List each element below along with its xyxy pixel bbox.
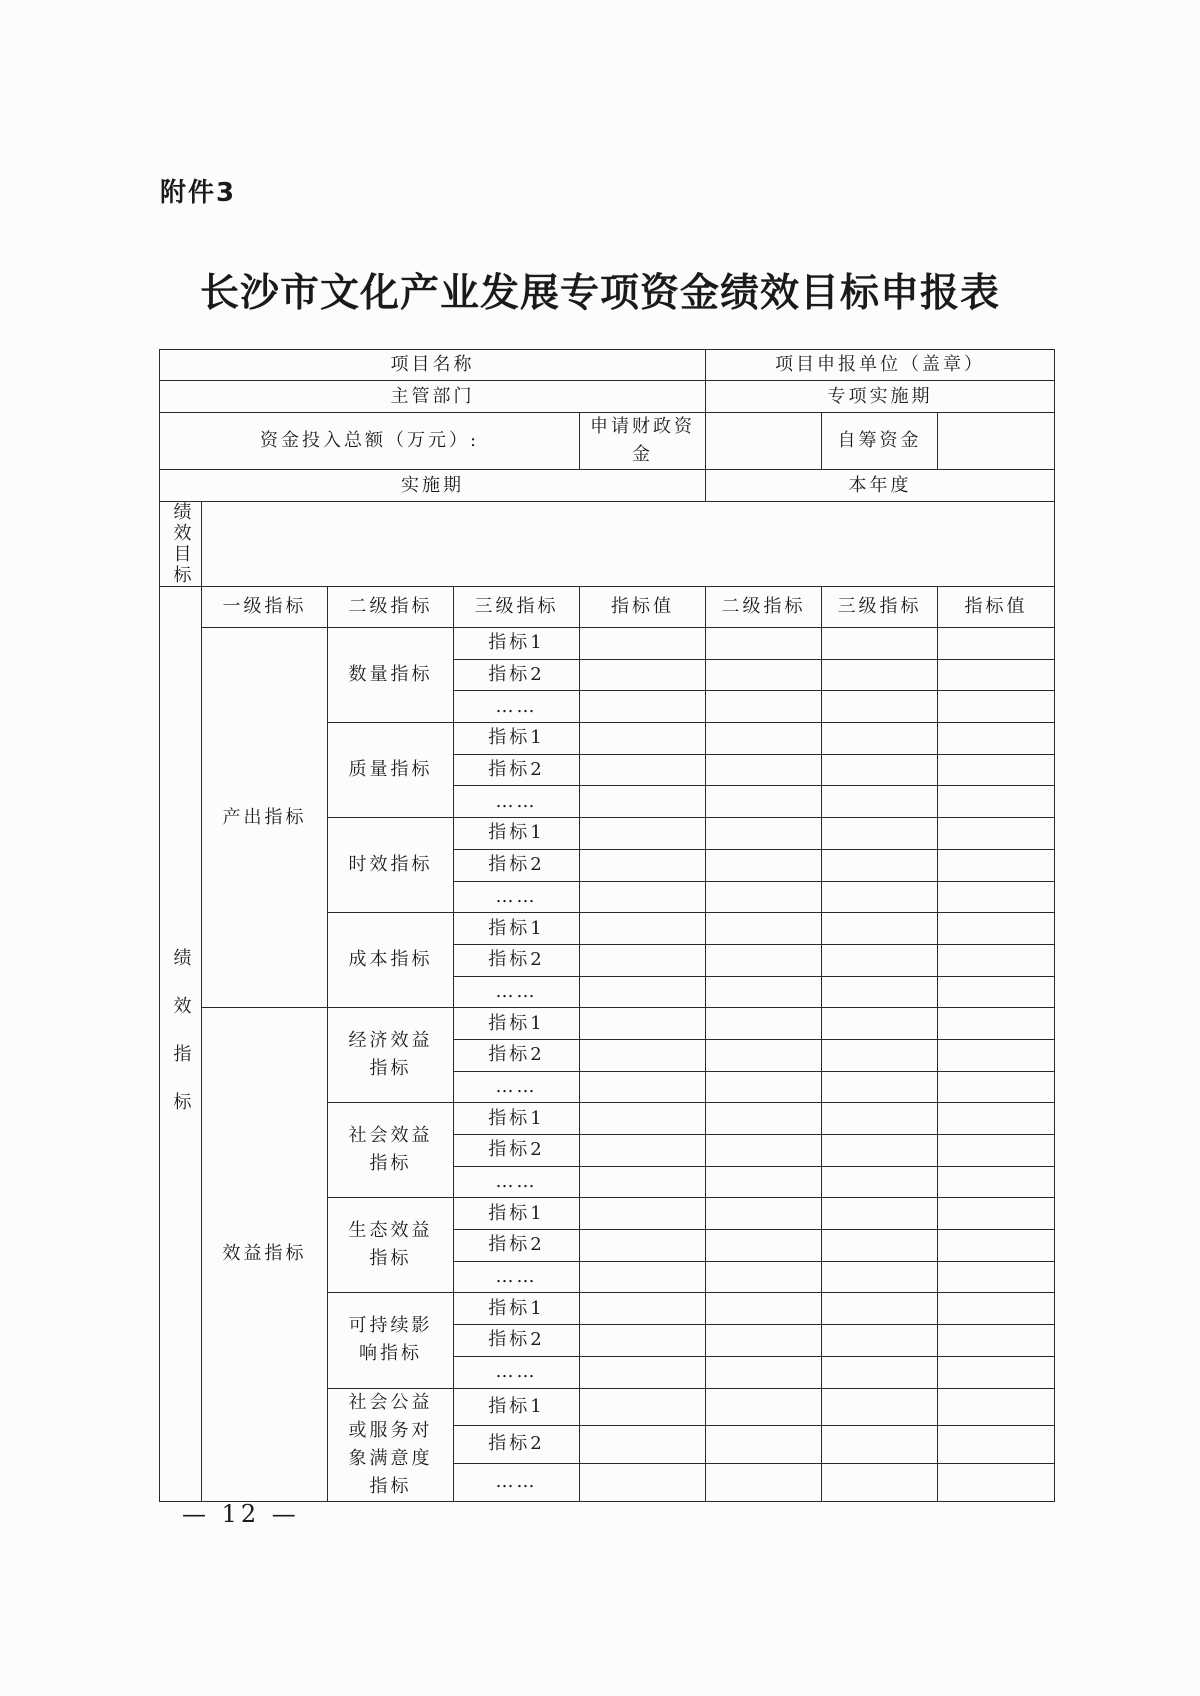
level3-indicator: 指标1 (454, 1293, 580, 1325)
level3-indicator: 指标2 (454, 1230, 580, 1262)
indicator-entry-cell[interactable] (938, 1463, 1055, 1501)
level3-indicator: 指标2 (454, 849, 580, 881)
indicator-entry-cell[interactable] (580, 1039, 706, 1071)
implementation-period-label: 实施期 (160, 470, 706, 502)
indicator-entry-cell[interactable] (822, 659, 938, 691)
indicator-entry-cell[interactable] (706, 1008, 822, 1040)
special-period-label: 专项实施期 (706, 381, 1055, 413)
indicator-entry-cell[interactable] (706, 944, 822, 976)
indicator-entry-cell[interactable] (580, 1103, 706, 1135)
indicator-entry-cell[interactable] (580, 849, 706, 881)
indicator-entry-cell[interactable] (822, 1198, 938, 1230)
indicator-entry-cell[interactable] (580, 1426, 706, 1464)
level2-indicator: 时效指标 (328, 818, 454, 913)
indicator-entry-cell[interactable] (706, 1463, 822, 1501)
applicant-label: 项目申报单位（盖章） (706, 350, 1055, 381)
level3-indicator: 指标2 (454, 944, 580, 976)
indicator-entry-cell[interactable] (580, 1388, 706, 1426)
table-row (160, 1008, 1055, 1040)
indicator-entry-cell[interactable] (822, 1325, 938, 1357)
level3-indicator: …… (454, 881, 580, 913)
indicator-entry-cell[interactable] (706, 976, 822, 1008)
indicator-entry-cell[interactable] (580, 1135, 706, 1167)
indicators-label: 绩效指标 (170, 947, 192, 1140)
performance-target-table (159, 349, 1055, 1502)
column-level2-b: 二级指标 (706, 587, 822, 628)
indicator-entry-cell[interactable] (822, 1103, 938, 1135)
indicator-entry-cell[interactable] (938, 849, 1055, 881)
indicator-entry-cell[interactable] (938, 976, 1055, 1008)
column-level1: 一级指标 (202, 587, 328, 628)
indicator-entry-cell[interactable] (580, 786, 706, 818)
indicator-entry-cell[interactable] (706, 1388, 822, 1426)
level1-indicator: 效益指标 (202, 1008, 328, 1501)
indicator-entry-cell[interactable] (938, 1166, 1055, 1198)
self-funds-label: 自筹资金 (822, 413, 938, 470)
indicator-entry-cell[interactable] (706, 881, 822, 913)
indicator-entry-cell[interactable] (938, 1293, 1055, 1325)
goal-content-cell[interactable] (202, 502, 1055, 587)
indicator-entry-cell[interactable] (938, 1356, 1055, 1388)
indicator-entry-cell[interactable] (580, 1356, 706, 1388)
indicator-entry-cell[interactable] (580, 1198, 706, 1230)
level2-indicator: 经济效益指标 (328, 1008, 454, 1103)
indicator-entry-cell[interactable] (580, 818, 706, 850)
indicator-entry-cell[interactable] (706, 723, 822, 755)
indicator-entry-cell[interactable] (706, 1198, 822, 1230)
indicator-entry-cell[interactable] (822, 754, 938, 786)
indicator-entry-cell[interactable] (580, 628, 706, 660)
indicator-entry-cell[interactable] (822, 818, 938, 850)
indicator-entry-cell[interactable] (706, 913, 822, 945)
indicator-entry-cell[interactable] (706, 1071, 822, 1103)
column-value-b: 指标值 (938, 587, 1055, 628)
attachment-label: 附件3 (160, 178, 237, 208)
level3-indicator: 指标1 (454, 1008, 580, 1040)
department-label: 主管部门 (160, 381, 706, 413)
indicators-label-cell (160, 587, 202, 1502)
level3-indicator: 指标2 (454, 1325, 580, 1357)
level3-indicator: …… (454, 1356, 580, 1388)
indicator-entry-cell[interactable] (938, 1039, 1055, 1071)
indicator-entry-cell[interactable] (580, 1166, 706, 1198)
indicator-entry-cell[interactable] (938, 1198, 1055, 1230)
table-row (160, 628, 1055, 660)
level2-indicator: 社会公益或服务对象满意度指标 (328, 1388, 454, 1501)
indicator-entry-cell[interactable] (938, 691, 1055, 723)
indicator-entry-cell[interactable] (822, 1135, 938, 1167)
indicator-entry-cell[interactable] (938, 1071, 1055, 1103)
page-number: — 12 — (182, 1500, 300, 1528)
indicator-entry-cell[interactable] (822, 1039, 938, 1071)
current-year-label: 本年度 (706, 470, 1055, 502)
indicator-entry-cell[interactable] (580, 723, 706, 755)
indicator-entry-cell[interactable] (822, 849, 938, 881)
level3-indicator: …… (454, 1261, 580, 1293)
indicator-entry-cell[interactable] (938, 1103, 1055, 1135)
indicator-entry-cell[interactable] (822, 628, 938, 660)
indicator-entry-cell[interactable] (706, 1230, 822, 1262)
indicator-entry-cell[interactable] (822, 786, 938, 818)
level3-indicator: 指标1 (454, 723, 580, 755)
form-title: 长沙市文化产业发展专项资金绩效目标申报表 (199, 271, 1000, 316)
indicator-entry-cell[interactable] (938, 1426, 1055, 1464)
level2-indicator: 生态效益指标 (328, 1198, 454, 1293)
indicator-entry-cell[interactable] (822, 1071, 938, 1103)
goal-label-cell (160, 502, 202, 587)
indicator-entry-cell[interactable] (822, 723, 938, 755)
level3-indicator: 指标2 (454, 1135, 580, 1167)
level1-indicator: 产出指标 (202, 628, 328, 1008)
level3-indicator: …… (454, 1463, 580, 1501)
indicator-entry-cell[interactable] (938, 818, 1055, 850)
indicator-entry-cell[interactable] (580, 1071, 706, 1103)
indicator-entry-cell[interactable] (706, 1039, 822, 1071)
indicator-entry-cell[interactable] (706, 786, 822, 818)
indicator-entry-cell[interactable] (580, 691, 706, 723)
indicator-entry-cell[interactable] (580, 1008, 706, 1040)
level2-indicator: 数量指标 (328, 628, 454, 723)
level2-indicator: 质量指标 (328, 723, 454, 818)
level3-indicator: …… (454, 1071, 580, 1103)
indicator-entry-cell[interactable] (938, 754, 1055, 786)
indicator-entry-cell[interactable] (822, 881, 938, 913)
indicator-entry-cell[interactable] (706, 1325, 822, 1357)
level3-indicator: …… (454, 976, 580, 1008)
indicator-entry-cell[interactable] (822, 913, 938, 945)
indicator-entry-cell[interactable] (580, 659, 706, 691)
indicator-entry-cell[interactable] (580, 976, 706, 1008)
column-level2-a: 二级指标 (328, 587, 454, 628)
level3-indicator: 指标1 (454, 913, 580, 945)
level3-indicator: 指标2 (454, 1039, 580, 1071)
level3-indicator: 指标2 (454, 659, 580, 691)
indicator-entry-cell[interactable] (706, 659, 822, 691)
project-name-label: 项目名称 (160, 350, 706, 381)
indicator-entry-cell[interactable] (706, 1103, 822, 1135)
level3-indicator: 指标1 (454, 628, 580, 660)
level2-indicator: 可持续影响指标 (328, 1293, 454, 1388)
indicator-entry-cell[interactable] (706, 1356, 822, 1388)
indicator-entry-cell[interactable] (938, 1388, 1055, 1426)
indicator-entry-cell[interactable] (706, 1426, 822, 1464)
indicator-entry-cell[interactable] (580, 1261, 706, 1293)
indicator-entry-cell[interactable] (822, 1293, 938, 1325)
indicator-entry-cell[interactable] (706, 1166, 822, 1198)
level2-indicator: 社会效益指标 (328, 1103, 454, 1198)
total-investment-label: 资金投入总额（万元）: (160, 413, 580, 470)
indicator-entry-cell[interactable] (580, 1230, 706, 1262)
indicator-entry-cell[interactable] (822, 1230, 938, 1262)
indicator-entry-cell[interactable] (706, 628, 822, 660)
indicator-entry-cell[interactable] (938, 628, 1055, 660)
indicator-entry-cell[interactable] (822, 1166, 938, 1198)
fiscal-funds-value-cell[interactable] (706, 413, 822, 470)
indicator-entry-cell[interactable] (822, 1008, 938, 1040)
level3-indicator: 指标1 (454, 1103, 580, 1135)
column-level3-a: 三级指标 (454, 587, 580, 628)
indicator-entry-cell[interactable] (580, 754, 706, 786)
indicator-entry-cell[interactable] (580, 944, 706, 976)
level3-indicator: …… (454, 691, 580, 723)
indicator-entry-cell[interactable] (938, 944, 1055, 976)
indicator-entry-cell[interactable] (580, 913, 706, 945)
indicator-entry-cell[interactable] (580, 881, 706, 913)
self-funds-value-cell[interactable] (938, 413, 1055, 470)
indicator-entry-cell[interactable] (706, 1135, 822, 1167)
indicator-entry-cell[interactable] (706, 1261, 822, 1293)
indicator-entry-cell[interactable] (822, 1261, 938, 1293)
level3-indicator: 指标1 (454, 818, 580, 850)
level3-indicator: 指标1 (454, 1198, 580, 1230)
indicator-entry-cell[interactable] (580, 1293, 706, 1325)
level3-indicator: …… (454, 786, 580, 818)
indicator-entry-cell[interactable] (938, 723, 1055, 755)
indicator-entry-cell[interactable] (938, 1325, 1055, 1357)
indicator-entry-cell[interactable] (822, 691, 938, 723)
indicator-entry-cell[interactable] (938, 786, 1055, 818)
level3-indicator: 指标2 (454, 754, 580, 786)
indicator-entry-cell[interactable] (822, 1426, 938, 1464)
indicator-entry-cell[interactable] (822, 1463, 938, 1501)
indicator-entry-cell[interactable] (822, 1388, 938, 1426)
indicator-entry-cell[interactable] (938, 1261, 1055, 1293)
indicator-entry-cell[interactable] (706, 691, 822, 723)
indicator-entry-cell[interactable] (938, 1135, 1055, 1167)
indicator-entry-cell[interactable] (706, 818, 822, 850)
fiscal-funds-label: 申请财政资金 (580, 413, 706, 470)
indicator-entry-cell[interactable] (938, 659, 1055, 691)
level3-indicator: …… (454, 1166, 580, 1198)
indicator-entry-cell[interactable] (822, 1356, 938, 1388)
indicator-entry-cell[interactable] (938, 913, 1055, 945)
indicator-entry-cell[interactable] (822, 944, 938, 976)
indicator-entry-cell[interactable] (580, 1463, 706, 1501)
indicator-entry-cell[interactable] (822, 976, 938, 1008)
indicator-entry-cell[interactable] (938, 881, 1055, 913)
indicator-entry-cell[interactable] (706, 1293, 822, 1325)
column-value-a: 指标值 (580, 587, 706, 628)
indicator-entry-cell[interactable] (938, 1230, 1055, 1262)
indicator-entry-cell[interactable] (580, 1325, 706, 1357)
indicator-entry-cell[interactable] (706, 849, 822, 881)
indicator-entry-cell[interactable] (706, 754, 822, 786)
indicator-entry-cell[interactable] (938, 1008, 1055, 1040)
column-level3-b: 三级指标 (822, 587, 938, 628)
level2-indicator: 成本指标 (328, 913, 454, 1008)
goal-label: 绩效目标 (170, 502, 192, 586)
level3-indicator: 指标2 (454, 1426, 580, 1464)
level3-indicator: 指标1 (454, 1388, 580, 1426)
